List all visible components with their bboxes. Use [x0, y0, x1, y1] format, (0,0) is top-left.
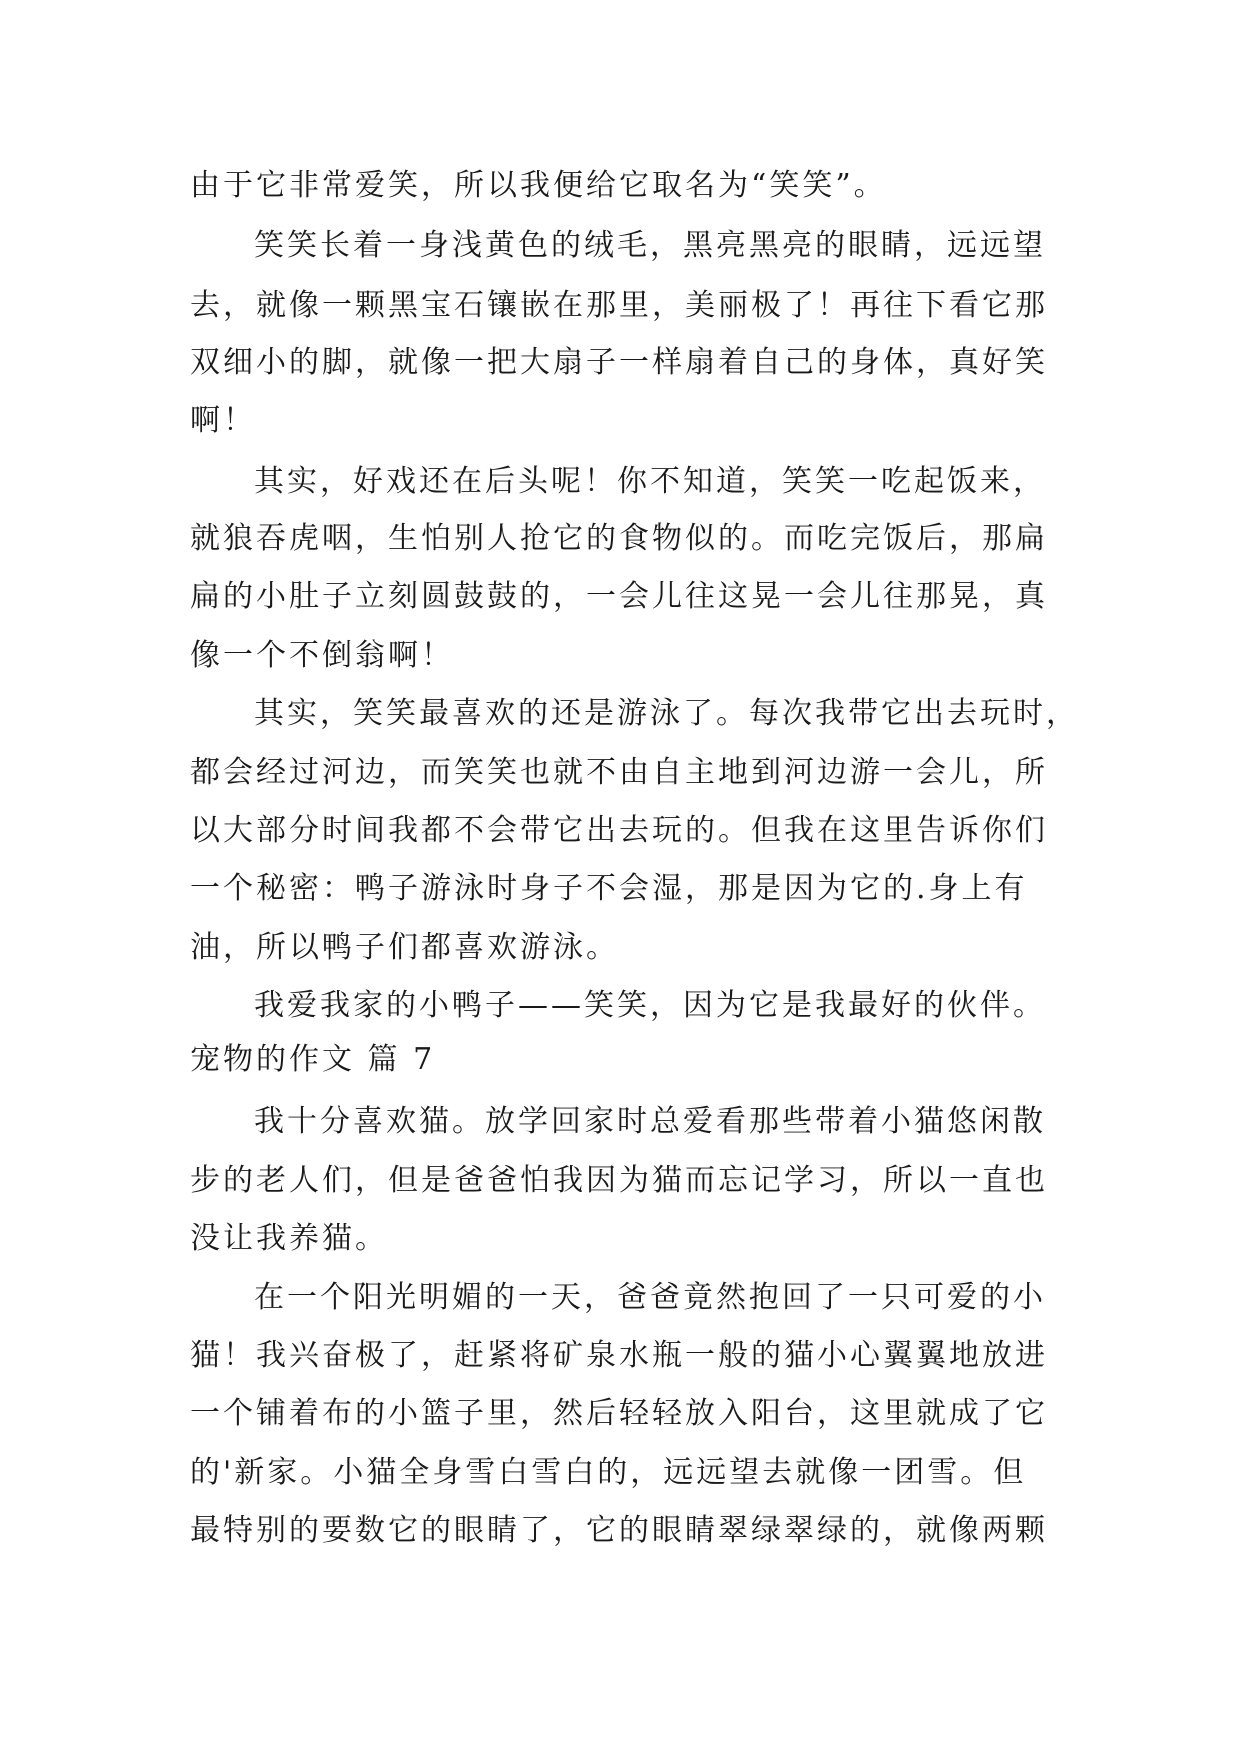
text-line: 扁的小肚子立刻圆鼓鼓的，一会儿往这晃一会儿往那晃，真 — [190, 579, 1048, 614]
paragraph-first-line: 我十分喜欢猫。放学回家时总爱看那些带着小猫悠闲散 — [254, 1104, 1046, 1139]
paragraph-first-line: 我爱我家的小鸭子——笑笑，因为它是我最好的伙伴。 — [254, 988, 1046, 1023]
text-line: 以大部分时间我都不会带它出去玩的。但我在这里告诉你们 — [190, 813, 1048, 848]
text-line: 都会经过河边，而笑笑也就不由自主地到河边游一会儿，所 — [190, 755, 1048, 790]
text-line: 一个秘密：鸭子游泳时身子不会湿，那是因为它的.身上有 — [190, 871, 1028, 906]
text-line: 啊！ — [190, 403, 256, 438]
text-line: 一个铺着布的小篮子里，然后轻轻放入阳台，这里就成了它 — [190, 1396, 1048, 1431]
paragraph-first-line: 在一个阳光明媚的一天，爸爸竟然抱回了一只可爱的小 — [254, 1280, 1046, 1315]
section-heading: 宠物的作文 篇 7 — [190, 1042, 436, 1077]
paragraph-first-line: 其实，好戏还在后头呢！你不知道，笑笑一吃起饭来， — [254, 464, 1046, 499]
text-line: 就狼吞虎咽，生怕别人抢它的食物似的。而吃完饭后，那扁 — [190, 521, 1048, 556]
text-line: 由于它非常爱笑，所以我便给它取名为“笑笑”。 — [190, 168, 887, 203]
text-line: 最特别的要数它的眼睛了，它的眼睛翠绿翠绿的，就像两颗 — [190, 1513, 1048, 1548]
text-line: 油，所以鸭子们都喜欢游泳。 — [190, 930, 619, 965]
text-line: 步的老人们，但是爸爸怕我因为猫而忘记学习，所以一直也 — [190, 1163, 1048, 1198]
text-line: 去，就像一颗黑宝石镶嵌在那里，美丽极了！再往下看它那 — [190, 288, 1048, 323]
paragraph-first-line: 笑笑长着一身浅黄色的绒毛，黑亮黑亮的眼睛，远远望 — [254, 228, 1046, 263]
text-line: 猫！我兴奋极了，赶紧将矿泉水瓶一般的猫小心翼翼地放进 — [190, 1338, 1048, 1373]
text-line: 没让我养猫。 — [190, 1221, 388, 1256]
paragraph-first-line: 其实，笑笑最喜欢的还是游泳了。每次我带它出去玩时， — [254, 696, 1079, 731]
text-line: 双细小的脚，就像一把大扇子一样扇着自己的身体，真好笑 — [190, 345, 1048, 380]
text-line: 像一个不倒翁啊！ — [190, 638, 454, 673]
text-line: 的'新家。小猫全身雪白雪白的，远远望去就像一团雪。但 — [190, 1455, 1027, 1490]
